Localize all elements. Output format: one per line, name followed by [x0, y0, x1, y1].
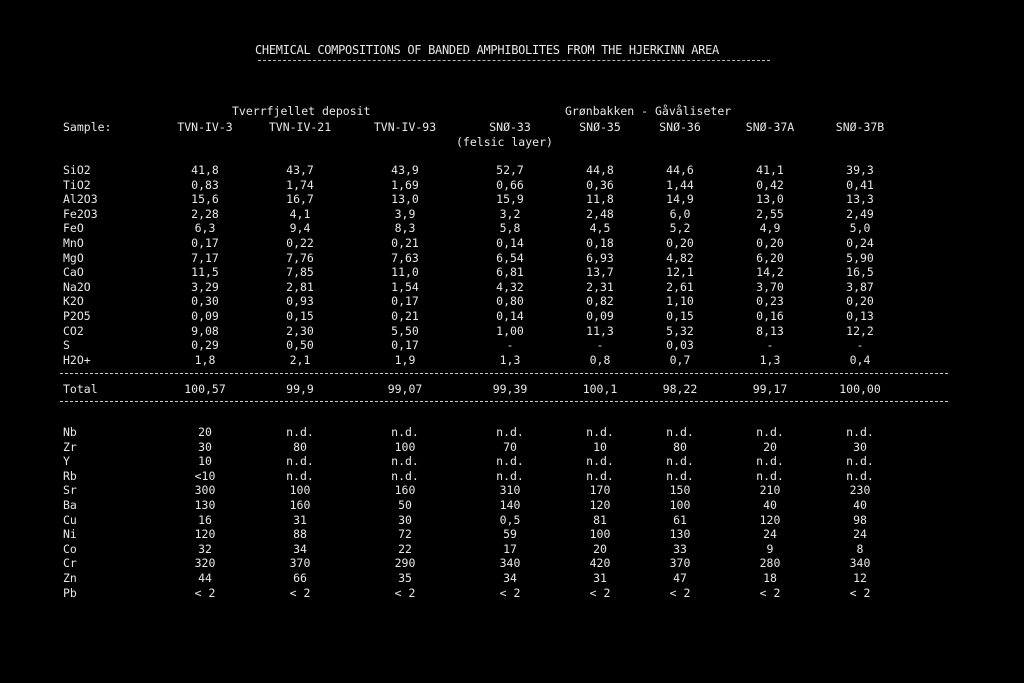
table-cell: 7,76	[286, 250, 314, 265]
table-cell: 7,85	[286, 265, 314, 280]
table-cell: n.d.	[586, 454, 614, 469]
table-cell: 3,29	[191, 279, 219, 294]
table-cell: 16,7	[286, 192, 314, 207]
table-cell: 0,20	[666, 236, 694, 250]
total-cell: 99,07	[387, 382, 423, 396]
table-cell: 0,80	[496, 294, 524, 309]
table-cell: 2,1	[289, 352, 311, 367]
element-label: Na2O	[63, 279, 91, 294]
table-cell: 12,2	[846, 323, 874, 338]
table-cell: 4,82	[666, 250, 694, 265]
table-cell: 30	[198, 439, 212, 454]
sample-header: TVN-IV-3	[177, 120, 233, 134]
table-cell: n.d.	[496, 468, 524, 483]
table-cell: 2,30	[286, 323, 314, 338]
table-cell: n.d.	[391, 425, 419, 439]
table-cell: 0,18	[586, 236, 614, 250]
table-cell: n.d.	[756, 425, 784, 439]
table-cell: 290	[394, 556, 416, 571]
table-cell: n.d.	[286, 425, 314, 439]
table-cell: 0,17	[191, 236, 219, 250]
table-cell: 6,54	[496, 250, 524, 265]
table-cell: 100	[289, 483, 311, 498]
table-cell: < 2	[589, 585, 611, 600]
table-cell: n.d.	[286, 454, 314, 469]
sample-header: SNØ-35	[579, 120, 621, 134]
element-label: CaO	[63, 265, 84, 280]
table-cell: 44,8	[586, 163, 614, 177]
table-cell: 40	[763, 498, 777, 512]
sample-header: TVN-IV-21	[268, 120, 332, 134]
table-cell: 2,61	[666, 279, 694, 294]
table-cell: 34	[293, 541, 307, 556]
table-cell: 0,22	[286, 236, 314, 250]
table-cell: -	[856, 338, 864, 353]
table-cell: 130	[669, 527, 691, 542]
table-cell: 1,44	[666, 177, 694, 192]
table-cell: 100	[669, 498, 691, 512]
sample-header: SNØ-36	[659, 120, 701, 134]
total-cell: 99,9	[286, 382, 314, 396]
table-cell: n.d.	[496, 425, 524, 439]
table-cell: < 2	[669, 585, 691, 600]
page-title: CHEMICAL COMPOSITIONS OF BANDED AMPHIBOLITES FROM THE HJERKINN AREA	[255, 43, 719, 57]
table-cell: 41,1	[756, 163, 784, 177]
element-label: Pb	[63, 585, 77, 600]
element-label: S	[63, 338, 70, 353]
table-cell: 2,49	[846, 206, 874, 221]
table-cell: 32	[198, 541, 212, 556]
table-cell: 0,14	[496, 236, 524, 250]
table-cell: 14,2	[756, 265, 784, 280]
element-label: Nb	[63, 425, 77, 439]
table-cell: 80	[293, 439, 307, 454]
table-cell: 3,9	[394, 206, 416, 221]
element-label: Al2O3	[63, 192, 98, 207]
table-cell: 15,6	[191, 192, 219, 207]
table-cell: 0,82	[586, 294, 614, 309]
table-cell: -	[766, 338, 774, 353]
table-cell: 43,9	[391, 163, 419, 177]
table-cell: 70	[503, 439, 517, 454]
table-cell: 16,5	[846, 265, 874, 280]
element-label: Ni	[63, 527, 77, 542]
table-cell: n.d.	[586, 425, 614, 439]
element-label: Fe2O3	[63, 206, 98, 221]
table-cell: 6,81	[496, 265, 524, 280]
table-cell: 15,9	[496, 192, 524, 207]
table-cell: 34	[503, 571, 517, 585]
table-cell: 160	[394, 483, 416, 498]
table-cell: 2,48	[586, 206, 614, 221]
table-cell: 11,0	[391, 265, 419, 280]
element-label: SiO2	[63, 163, 91, 177]
table-cell: 1,74	[286, 177, 314, 192]
table-cell: 1,69	[391, 177, 419, 192]
table-cell: < 2	[759, 585, 781, 600]
element-label: FeO	[63, 221, 84, 236]
element-label: MgO	[63, 250, 84, 265]
total-cell: 100,1	[582, 382, 618, 396]
table-cell: 72	[398, 527, 412, 542]
table-cell: 0,20	[756, 236, 784, 250]
sample-header: SNØ-33	[489, 120, 531, 134]
table-cell: 9	[766, 541, 774, 556]
table-cell: 20	[593, 541, 607, 556]
table-cell: 3,70	[756, 279, 784, 294]
table-cell: 8	[856, 541, 864, 556]
table-cell: 280	[759, 556, 781, 571]
element-label: P2O5	[63, 309, 91, 323]
element-label: MnO	[63, 236, 84, 250]
element-label: Co	[63, 541, 77, 556]
table-cell: n.d.	[391, 468, 419, 483]
table-cell: 8,13	[756, 323, 784, 338]
element-label: Ba	[63, 498, 77, 512]
title-underline	[258, 60, 770, 61]
table-cell: 5,90	[846, 250, 874, 265]
table-cell: 20	[763, 439, 777, 454]
table-cell: < 2	[849, 585, 871, 600]
table-cell: 0,4	[849, 352, 871, 367]
element-label: CO2	[63, 323, 84, 338]
table-cell: 8,3	[394, 221, 416, 236]
element-label: K2O	[63, 294, 84, 309]
sample-label: Sample:	[63, 120, 112, 134]
element-label: Zr	[63, 439, 77, 454]
table-cell: < 2	[394, 585, 416, 600]
table-cell: 44,6	[666, 163, 694, 177]
total-rule-bottom	[60, 401, 948, 402]
table-cell: n.d.	[586, 468, 614, 483]
table-cell: 52,7	[496, 163, 524, 177]
element-label: H2O+	[63, 352, 91, 367]
table-cell: 88	[293, 527, 307, 542]
table-cell: 100	[394, 439, 416, 454]
table-cell: 340	[499, 556, 521, 571]
table-cell: 24	[853, 527, 867, 542]
table-cell: n.d.	[496, 454, 524, 469]
total-cell: 99,39	[492, 382, 528, 396]
table-cell: 170	[589, 483, 611, 498]
table-cell: 0,83	[191, 177, 219, 192]
table-cell: 120	[194, 527, 216, 542]
table-cell: n.d.	[666, 454, 694, 469]
table-cell: 98	[853, 512, 867, 527]
table-cell: 370	[669, 556, 691, 571]
table-cell: 30	[398, 512, 412, 527]
table-cell: 0,93	[286, 294, 314, 309]
table-cell: 13,7	[586, 265, 614, 280]
table-cell: 22	[398, 541, 412, 556]
table-cell: 2,55	[756, 206, 784, 221]
table-cell: 130	[194, 498, 216, 512]
table-cell: 1,00	[496, 323, 524, 338]
table-cell: 14,9	[666, 192, 694, 207]
table-cell: 7,63	[391, 250, 419, 265]
table-cell: 5,32	[666, 323, 694, 338]
table-cell: -	[596, 338, 604, 353]
table-cell: 35	[398, 571, 412, 585]
table-cell: 81	[593, 512, 607, 527]
table-cell: n.d.	[756, 454, 784, 469]
table-cell: 41,8	[191, 163, 219, 177]
table-cell: 0,15	[666, 309, 694, 323]
table-cell: -	[506, 338, 514, 353]
table-cell: 31	[593, 571, 607, 585]
table-cell: 0,21	[391, 236, 419, 250]
table-cell: 6,3	[194, 221, 216, 236]
total-cell: 100,57	[184, 382, 226, 396]
table-cell: 230	[849, 483, 871, 498]
table-cell: 210	[759, 483, 781, 498]
table-cell: 0,41	[846, 177, 874, 192]
table-cell: 1,9	[394, 352, 416, 367]
total-cell: 100,00	[839, 382, 881, 396]
table-cell: 10	[198, 454, 212, 469]
felsic-note: (felsic layer)	[456, 135, 553, 149]
table-cell: 10	[593, 439, 607, 454]
table-cell: < 2	[289, 585, 311, 600]
table-cell: n.d.	[846, 454, 874, 469]
table-cell: 0,21	[391, 309, 419, 323]
table-cell: 310	[499, 483, 521, 498]
element-label: Y	[63, 454, 70, 469]
table-cell: 7,17	[191, 250, 219, 265]
table-cell: 33	[673, 541, 687, 556]
table-cell: 0,7	[669, 352, 691, 367]
table-cell: 5,50	[391, 323, 419, 338]
table-cell: 0,42	[756, 177, 784, 192]
element-label: Zn	[63, 571, 77, 585]
table-cell: 0,24	[846, 236, 874, 250]
table-cell: 0,23	[756, 294, 784, 309]
table-cell: 370	[289, 556, 311, 571]
table-cell: 24	[763, 527, 777, 542]
table-cell: 0,16	[756, 309, 784, 323]
table-cell: 6,20	[756, 250, 784, 265]
element-label: Cu	[63, 512, 77, 527]
table-cell: 11,3	[586, 323, 614, 338]
table-cell: 43,7	[286, 163, 314, 177]
table-cell: 30	[853, 439, 867, 454]
table-cell: 16	[198, 512, 212, 527]
element-label: TiO2	[63, 177, 91, 192]
table-cell: 300	[194, 483, 216, 498]
table-cell: n.d.	[666, 425, 694, 439]
table-cell: 5,8	[499, 221, 521, 236]
table-cell: n.d.	[846, 425, 874, 439]
total-cell: 98,22	[662, 382, 698, 396]
table-cell: 340	[849, 556, 871, 571]
table-cell: 3,2	[499, 206, 521, 221]
table-cell: < 2	[194, 585, 216, 600]
table-cell: 39,3	[846, 163, 874, 177]
table-cell: n.d.	[286, 468, 314, 483]
table-cell: 1,3	[759, 352, 781, 367]
table-cell: 1,8	[194, 352, 216, 367]
table-cell: 6,0	[669, 206, 691, 221]
table-cell: 0,36	[586, 177, 614, 192]
table-cell: 1,54	[391, 279, 419, 294]
element-label: Rb	[63, 468, 77, 483]
table-cell: n.d.	[666, 468, 694, 483]
table-cell: 13,0	[391, 192, 419, 207]
table-cell: n.d.	[756, 468, 784, 483]
table-cell: 0,5	[499, 512, 521, 527]
table-cell: 61	[673, 512, 687, 527]
table-cell: 0,17	[391, 338, 419, 353]
table-cell: 12	[853, 571, 867, 585]
sample-header: TVN-IV-93	[373, 120, 437, 134]
table-cell: 20	[198, 425, 212, 439]
table-cell: 12,1	[666, 265, 694, 280]
table-cell: 5,0	[849, 221, 871, 236]
table-cell: 13,0	[756, 192, 784, 207]
table-cell: 40	[853, 498, 867, 512]
table-cell: 13,3	[846, 192, 874, 207]
table-cell: 11,5	[191, 265, 219, 280]
table-cell: 0,29	[191, 338, 219, 353]
total-cell: 99,17	[752, 382, 788, 396]
table-cell: 120	[759, 512, 781, 527]
table-cell: 17	[503, 541, 517, 556]
total-rule-top	[60, 373, 948, 374]
table-cell: n.d.	[846, 468, 874, 483]
table-cell: 100	[589, 527, 611, 542]
table-cell: 4,1	[289, 206, 311, 221]
table-cell: 50	[398, 498, 412, 512]
element-label: Sr	[63, 483, 77, 498]
table-cell: 160	[289, 498, 311, 512]
table-cell: 5,2	[669, 221, 691, 236]
table-cell: n.d.	[391, 454, 419, 469]
sample-header: SNØ-37B	[835, 120, 885, 134]
table-cell: 140	[499, 498, 521, 512]
table-cell: 120	[589, 498, 611, 512]
table-cell: 0,30	[191, 294, 219, 309]
sample-header: SNØ-37A	[745, 120, 795, 134]
table-cell: 0,09	[586, 309, 614, 323]
table-cell: 3,87	[846, 279, 874, 294]
table-cell: 59	[503, 527, 517, 542]
table-cell: 4,32	[496, 279, 524, 294]
table-cell: 0,8	[589, 352, 611, 367]
element-label: Cr	[63, 556, 77, 571]
table-cell: 1,3	[499, 352, 521, 367]
table-cell: 2,28	[191, 206, 219, 221]
total-label: Total	[63, 382, 98, 396]
table-cell: 9,08	[191, 323, 219, 338]
table-cell: 31	[293, 512, 307, 527]
table-cell: 11,8	[586, 192, 614, 207]
table-cell: 1,10	[666, 294, 694, 309]
group-label-tverrfjellet: Tverrfjellet deposit	[232, 104, 371, 118]
table-cell: 47	[673, 571, 687, 585]
group-label-gronbakken: Grønbakken - Gåvåliseter	[565, 104, 732, 118]
table-cell: 0,20	[846, 294, 874, 309]
table-cell: 0,14	[496, 309, 524, 323]
table-cell: 4,5	[589, 221, 611, 236]
table-cell: 150	[669, 483, 691, 498]
table-cell: 0,13	[846, 309, 874, 323]
table-cell: 44	[198, 571, 212, 585]
table-cell: 420	[589, 556, 611, 571]
table-cell: 0,50	[286, 338, 314, 353]
table-cell: <10	[194, 468, 216, 483]
table-cell: 6,93	[586, 250, 614, 265]
table-cell: 0,03	[666, 338, 694, 353]
table-cell: 66	[293, 571, 307, 585]
table-cell: 2,81	[286, 279, 314, 294]
table-cell: 0,66	[496, 177, 524, 192]
table-cell: < 2	[499, 585, 521, 600]
table-cell: 320	[194, 556, 216, 571]
table-cell: 9,4	[289, 221, 311, 236]
table-cell: 0,17	[391, 294, 419, 309]
table-cell: 80	[673, 439, 687, 454]
table-cell: 0,15	[286, 309, 314, 323]
table-cell: 0,09	[191, 309, 219, 323]
table-cell: 2,31	[586, 279, 614, 294]
table-cell: 4,9	[759, 221, 781, 236]
table-cell: 18	[763, 571, 777, 585]
